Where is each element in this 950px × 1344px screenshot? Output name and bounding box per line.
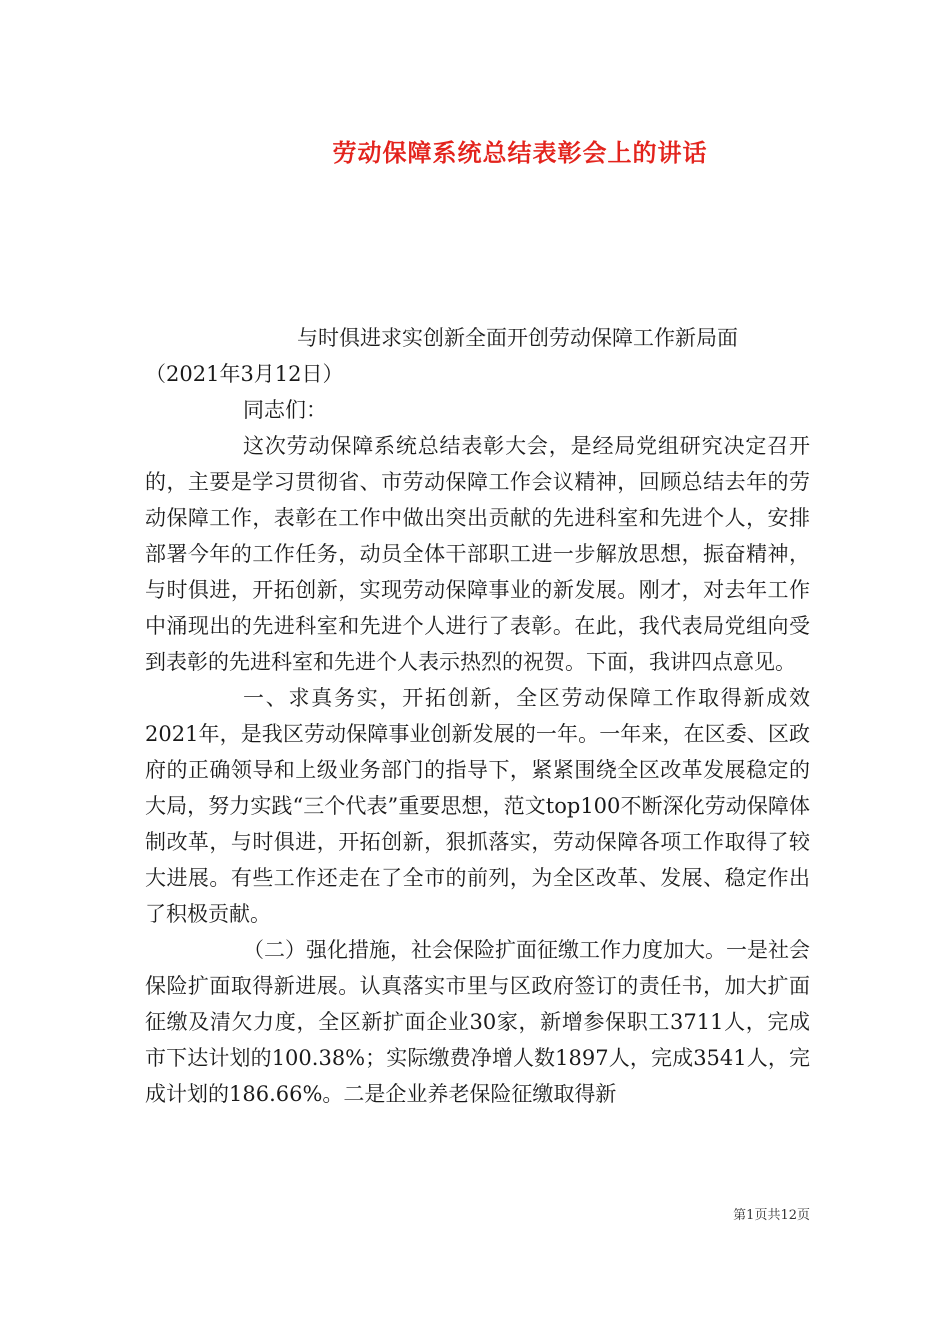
document-date: （2021年3月12日）	[145, 362, 344, 386]
paragraph-section-one: 一、求真务实，开拓创新，全区劳动保障工作取得新成效2021年，是我区劳动保障事业创新发展的一年。一年来，在区委、区政府的正确领导和上级业务部门的指导下，紧紧围绕全区改革发展稳定的大局，努力实践“三个代表”重要思想，范文top100不断深化劳动保障体制改革，与时俱进，开拓创新，狠抓落实，劳动保障各项工作取得了较大进展。有些工作还走在了全市的前列，为全区改革、发展、稳定作出了积极贡献。	[145, 686, 810, 926]
greeting: 同志们：	[243, 398, 327, 422]
paragraph-section-two: （二）强化措施，社会保险扩面征缴工作力度加大。一是社会保险扩面取得新进展。认真落实市里与区政府签订的责任书，加大扩面征缴及清欠力度，全区新扩面企业30家，新增参保职工3711人，完成市下达计划的100.38%；实际缴费净增人数1897人，完成3541人，完成计划的186.66%。二是企业养老保险征缴取得新	[145, 938, 810, 1106]
paragraph-intro: 这次劳动保障系统总结表彰大会，是经局党组研究决定召开的，主要是学习贯彻省、市劳动保障工作会议精神，回顾总结去年的劳动保障工作，表彰在工作中做出突出贡献的先进科室和先进个人，安排部署今年的工作任务，动员全体干部职工进一步解放思想，振奋精神，与时俱进，开拓创新，实现劳动保障事业的新发展。刚才，对去年工作中涌现出的先进科室和先进个人进行了表彰。在此，我代表局党组向受到表彰的先进科室和先进个人表示热烈的祝贺。下面，我讲四点意见。	[145, 434, 810, 674]
document-title: 劳动保障系统总结表彰会上的讲话	[332, 139, 708, 167]
document-body	[145, 320, 810, 1112]
page-number-footer: 第1页共12页	[733, 1208, 810, 1223]
document-subtitle: 与时俱进求实创新全面开创劳动保障工作新局面	[297, 326, 738, 350]
